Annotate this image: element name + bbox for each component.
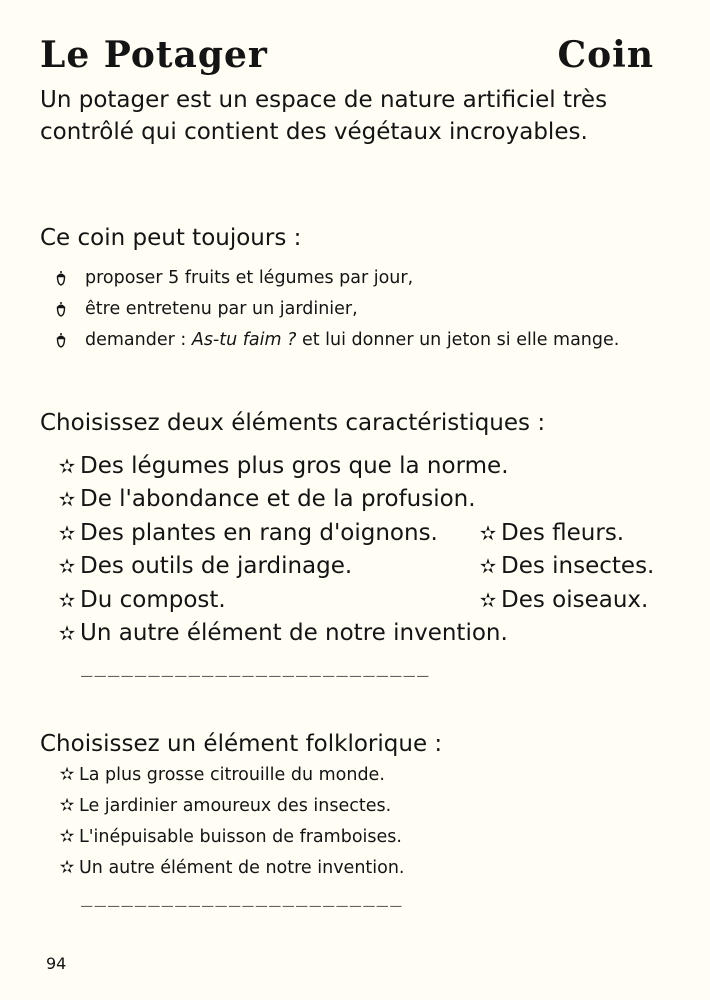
list-item-text: être entretenu par un jardinier, [85, 298, 358, 319]
write-in-line: __________________________ [81, 655, 431, 677]
page-title [40, 34, 654, 76]
list-item [50, 293, 619, 324]
choice-item: ✫ Des plantes en rang d'oignons. [55, 516, 509, 550]
folklore-list [56, 759, 405, 883]
choice-item: ✫ Un autre élément de notre invention. [56, 852, 405, 883]
star-icon: ✫ [58, 487, 76, 512]
always-heading: Ce coin peut toujours : [40, 225, 302, 251]
list-item [50, 324, 619, 355]
star-icon: ✫ [58, 520, 76, 545]
acorn-icon [54, 332, 68, 348]
star-icon: ✫ [59, 825, 75, 847]
choice-item: ✫ Du compost. [55, 583, 509, 617]
star-icon: ✫ [58, 554, 76, 579]
star-icon: ✫ [479, 587, 497, 612]
characteristics-side-list [476, 516, 654, 617]
star-icon: ✫ [58, 453, 76, 478]
star-icon: ✫ [59, 856, 75, 878]
star-icon: ✫ [59, 763, 75, 785]
page-number: 94 [46, 954, 67, 973]
italic-phrase: As-tu faim ? [191, 329, 297, 350]
list-item [50, 262, 619, 293]
intro-paragraph: Un potager est un espace de nature artificiel très contrôlé qui contient des végétaux incroyables. [40, 87, 608, 145]
acorn-icon [54, 301, 68, 317]
always-list [50, 262, 619, 355]
choice-item: ✫ De l'abondance et de la profusion. [55, 483, 509, 517]
title-right: Coin [557, 34, 654, 76]
list-item-text: demander : As-tu faim ? et lui donner un jeton si elle mange. [85, 329, 620, 350]
choice-item: ✫ La plus grosse citrouille du monde. [56, 759, 405, 790]
write-in-line: ________________________ [81, 885, 404, 907]
choice-item: ✫ Des insectes. [476, 550, 654, 584]
acorn-icon [54, 270, 68, 286]
choice-item: ✫ L'inépuisable buisson de framboises. [56, 821, 405, 852]
folklore-heading: Choisissez un élément folklorique : [40, 731, 443, 757]
choice-item: ✫ Un autre élément de notre invention. [55, 617, 509, 651]
star-icon: ✫ [58, 621, 76, 646]
title-left: Le Potager [40, 34, 268, 76]
choice-item: ✫ Des fleurs. [476, 516, 654, 550]
star-icon: ✫ [59, 794, 75, 816]
characteristics-main-list [55, 449, 509, 650]
star-icon: ✫ [479, 520, 497, 545]
characteristics-heading: Choisissez deux éléments caractéristiques : [40, 410, 546, 436]
choice-item: ✫ Des outils de jardinage. [55, 550, 509, 584]
star-icon: ✫ [58, 587, 76, 612]
star-icon: ✫ [479, 554, 497, 579]
choice-item: ✫ Le jardinier amoureux des insectes. [56, 790, 405, 821]
list-item-text: proposer 5 fruits et légumes par jour, [85, 267, 414, 288]
choice-item: ✫ Des oiseaux. [476, 583, 654, 617]
choice-item: ✫ Des légumes plus gros que la norme. [55, 449, 509, 483]
